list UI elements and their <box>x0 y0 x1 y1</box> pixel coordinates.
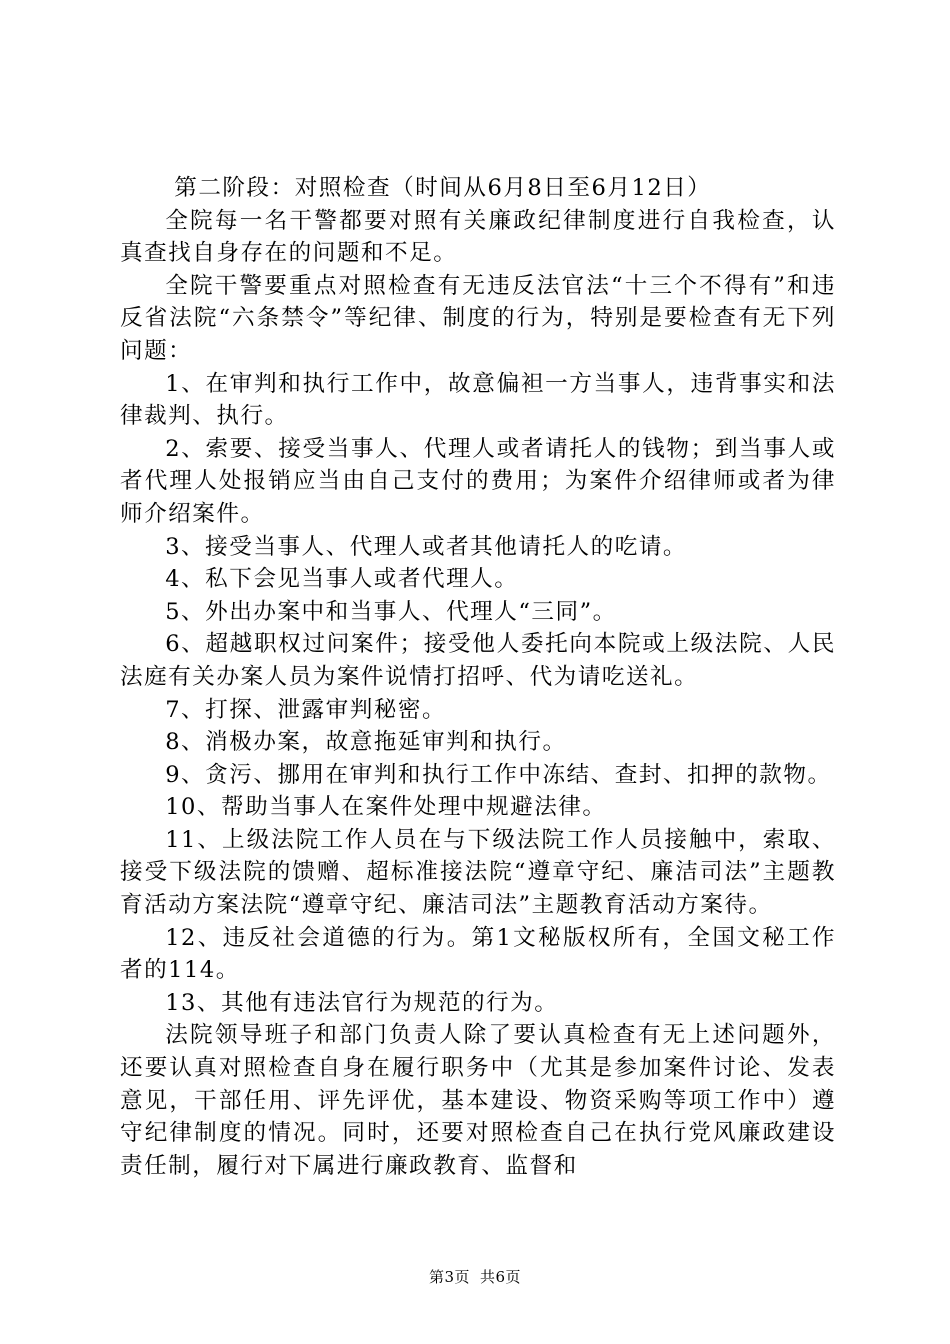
list-item: 7、打探、泄露审判秘密。 <box>165 696 447 723</box>
list-item: 6、超越职权过问案件；接受他人委托向本院或上级法院、人民法庭有关办案人员为案件说情打招呼、代为请吃送礼。 <box>120 631 836 690</box>
list-item: 13、其他有违法官行为规范的行为。 <box>165 989 559 1016</box>
page-total: 共6页 <box>480 1268 522 1286</box>
section-heading: 第二阶段：对照检查（时间从6月8日至6月12日） <box>174 175 712 201</box>
list-item: 8、消极办案，故意拖延审判和执行。 <box>165 729 567 756</box>
list-item: 11、上级法院工作人员在与下级法院工作人员接触中，索取、接受下级法院的馈赠、超标准接法院“遵章守纪、廉洁司法”主题教育活动方案法院“遵章守纪、廉洁司法”主题教育活动方案待。 <box>120 826 836 919</box>
list-item: 9、贪污、挪用在审判和执行工作中冻结、查封、扣押的款物。 <box>165 761 832 788</box>
list-item: 5、外出办案中和当事人、代理人“三同”。 <box>165 598 617 625</box>
list-item: 3、接受当事人、代理人或者其他请托人的吃请。 <box>165 533 688 560</box>
page-footer <box>0 1266 950 1287</box>
page-number: 第3页 <box>428 1268 470 1286</box>
document-body <box>120 172 836 1182</box>
list-item: 2、索要、接受当事人、代理人或者请托人的钱物；到当事人或者代理人处报销应当由自己支付的费用；为案件介绍律师或者为律师介绍案件。 <box>120 435 836 527</box>
paragraph: 全院干警要重点对照检查有无违反法官法“十三个不得有”和违反省法院“六条禁令”等纪律、制度的行为，特别是要检查有无下列问题： <box>120 272 836 364</box>
paragraph: 法院领导班子和部门负责人除了要认真检查有无上述问题外，还要认真对照检查自身在履行职务中（尤其是参加案件讨论、发表意见，干部任用、评先评优，基本建设、物资采购等项工作中）遵守纪律制度的情况。同时，还要对照检查自己在执行党风廉政建设责任制，履行对下属进行廉政教育、监督和 <box>120 1022 836 1179</box>
list-item: 10、帮助当事人在案件处理中规避法律。 <box>165 794 607 821</box>
paragraph: 全院每一名干警都要对照有关廉政纪律制度进行自我检查，认真查找自身存在的问题和不足。 <box>120 207 836 267</box>
list-item: 12、违反社会道德的行为。第1文秘版权所有，全国文秘工作者的114。 <box>120 924 836 984</box>
list-item: 1、在审判和执行工作中，故意偏袒一方当事人，违背事实和法律裁判、执行。 <box>120 370 836 430</box>
list-item: 4、私下会见当事人或者代理人。 <box>165 566 519 593</box>
